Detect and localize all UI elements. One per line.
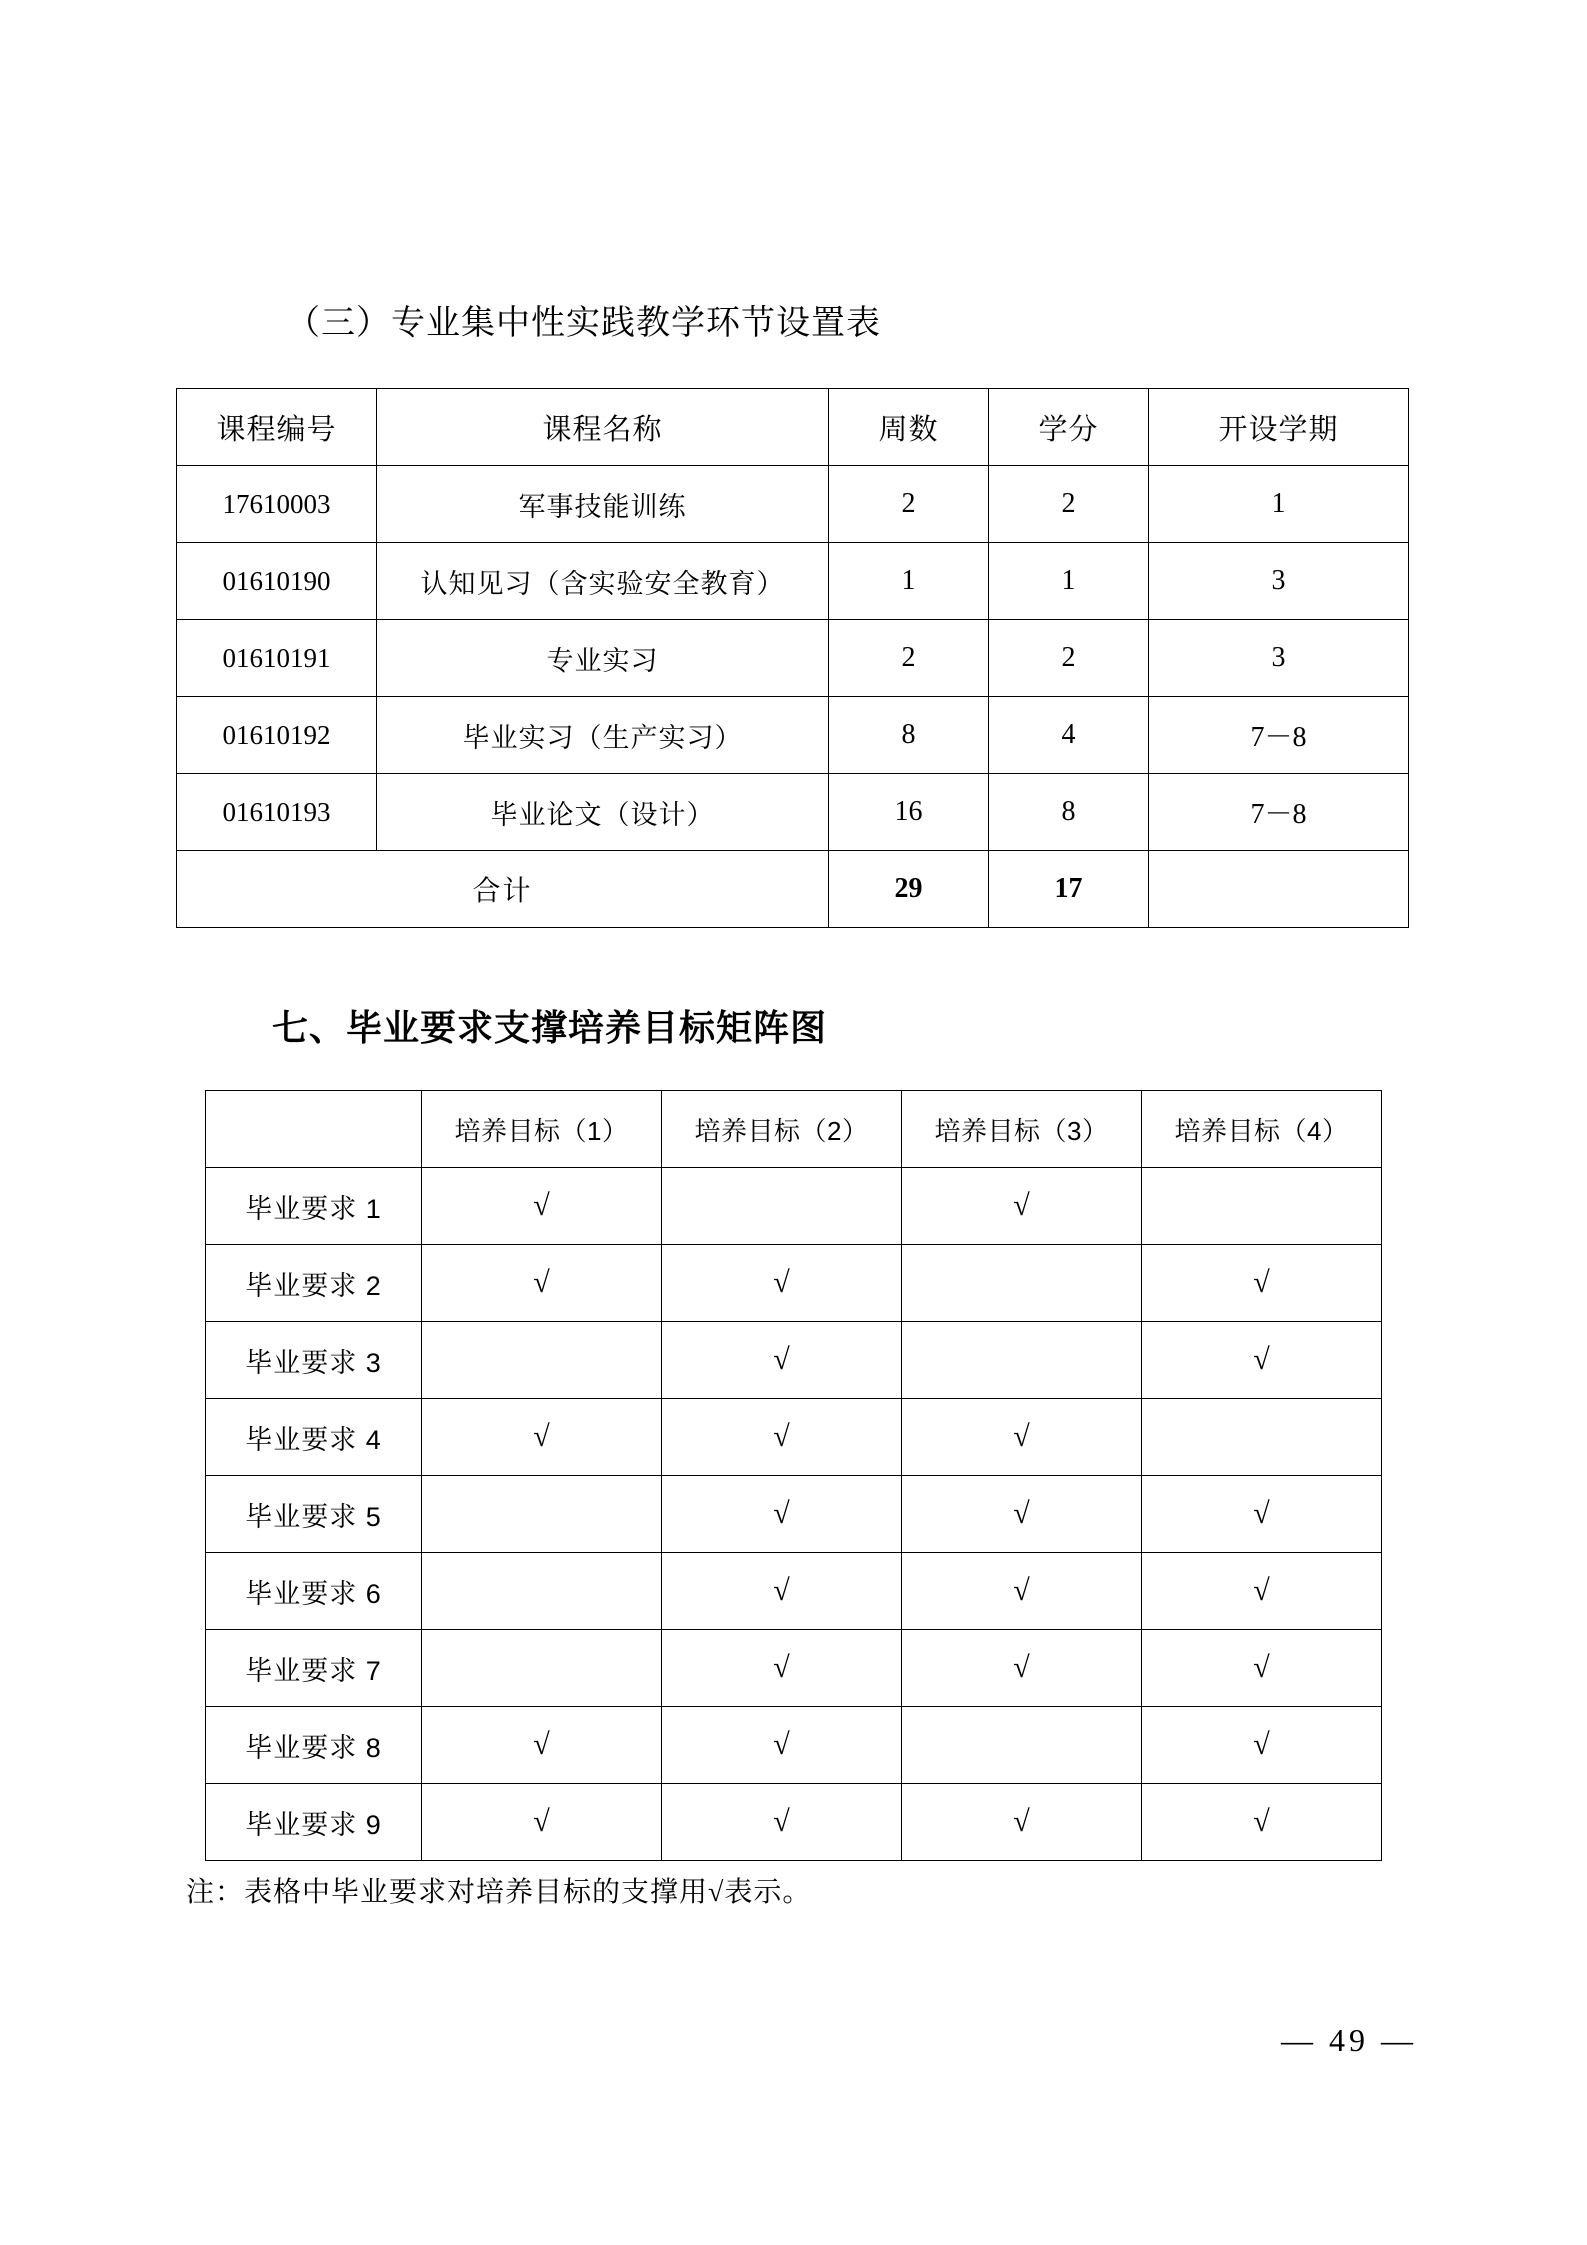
matrix-cell <box>422 1476 662 1553</box>
matrix-cell: √ <box>422 1399 662 1476</box>
course-credits: 2 <box>989 466 1149 543</box>
matrix-row-label: 毕业要求 5 <box>206 1476 422 1553</box>
column-header-weeks: 周数 <box>829 389 989 466</box>
matrix-cell: √ <box>662 1553 902 1630</box>
matrix-row-label: 毕业要求 1 <box>206 1168 422 1245</box>
course-credits: 8 <box>989 774 1149 851</box>
practice-teaching-table <box>176 388 1409 928</box>
matrix-cell <box>422 1322 662 1399</box>
course-code: 01610191 <box>177 620 377 697</box>
table-row <box>177 697 1409 774</box>
course-name: 专业实习 <box>377 620 829 697</box>
matrix-row-label: 毕业要求 6 <box>206 1553 422 1630</box>
matrix-cell: √ <box>662 1630 902 1707</box>
course-term: 7－8 <box>1149 774 1409 851</box>
course-code: 01610193 <box>177 774 377 851</box>
course-term: 1 <box>1149 466 1409 543</box>
total-credits: 17 <box>989 851 1149 928</box>
graduation-requirement-matrix-table <box>205 1090 1382 1861</box>
matrix-row-label: 毕业要求 9 <box>206 1784 422 1861</box>
matrix-cell: √ <box>422 1245 662 1322</box>
matrix-corner-cell <box>206 1091 422 1168</box>
course-name: 认知见习（含实验安全教育） <box>377 543 829 620</box>
matrix-cell: √ <box>662 1399 902 1476</box>
matrix-cell <box>422 1553 662 1630</box>
matrix-cell: √ <box>1142 1630 1382 1707</box>
course-code: 01610190 <box>177 543 377 620</box>
course-code: 17610003 <box>177 466 377 543</box>
matrix-title: 七、毕业要求支撑培养目标矩阵图 <box>272 1007 828 1048</box>
course-weeks: 1 <box>829 543 989 620</box>
matrix-cell <box>1142 1168 1382 1245</box>
matrix-cell <box>1142 1399 1382 1476</box>
matrix-cell: √ <box>662 1784 902 1861</box>
matrix-row <box>206 1553 1382 1630</box>
course-weeks: 8 <box>829 697 989 774</box>
total-weeks: 29 <box>829 851 989 928</box>
column-header-code: 课程编号 <box>177 389 377 466</box>
matrix-cell: √ <box>1142 1707 1382 1784</box>
course-weeks: 16 <box>829 774 989 851</box>
column-header-name: 课程名称 <box>377 389 829 466</box>
course-term: 3 <box>1149 543 1409 620</box>
course-credits: 2 <box>989 620 1149 697</box>
matrix-row <box>206 1784 1382 1861</box>
matrix-cell <box>902 1245 1142 1322</box>
matrix-cell: √ <box>1142 1784 1382 1861</box>
table-row <box>177 620 1409 697</box>
matrix-cell: √ <box>662 1245 902 1322</box>
column-header-credits: 学分 <box>989 389 1149 466</box>
matrix-cell: √ <box>902 1476 1142 1553</box>
table-header-row <box>177 389 1409 466</box>
table-row <box>177 543 1409 620</box>
matrix-row <box>206 1630 1382 1707</box>
matrix-column-header-goal-1: 培养目标（1） <box>422 1091 662 1168</box>
page-number: — 49 — <box>1281 2022 1417 2058</box>
matrix-cell: √ <box>902 1399 1142 1476</box>
matrix-row <box>206 1322 1382 1399</box>
matrix-cell: √ <box>662 1707 902 1784</box>
total-term <box>1149 851 1409 928</box>
matrix-cell: √ <box>1142 1476 1382 1553</box>
matrix-row-label: 毕业要求 4 <box>206 1399 422 1476</box>
table-row <box>177 774 1409 851</box>
matrix-cell <box>422 1630 662 1707</box>
matrix-cell <box>662 1168 902 1245</box>
matrix-column-header-goal-4: 培养目标（4） <box>1142 1091 1382 1168</box>
matrix-header-row <box>206 1091 1382 1168</box>
column-header-term: 开设学期 <box>1149 389 1409 466</box>
course-credits: 4 <box>989 697 1149 774</box>
table-note: 注：表格中毕业要求对培养目标的支撑用√表示。 <box>186 1877 812 1908</box>
matrix-cell: √ <box>1142 1322 1382 1399</box>
matrix-row <box>206 1476 1382 1553</box>
table-row <box>177 466 1409 543</box>
matrix-row <box>206 1168 1382 1245</box>
matrix-cell: √ <box>662 1322 902 1399</box>
matrix-cell: √ <box>1142 1553 1382 1630</box>
matrix-row-label: 毕业要求 2 <box>206 1245 422 1322</box>
matrix-cell <box>902 1322 1142 1399</box>
course-code: 01610192 <box>177 697 377 774</box>
matrix-cell: √ <box>902 1630 1142 1707</box>
matrix-row-label: 毕业要求 3 <box>206 1322 422 1399</box>
matrix-row-label: 毕业要求 8 <box>206 1707 422 1784</box>
table-total-row <box>177 851 1409 928</box>
matrix-cell <box>902 1707 1142 1784</box>
course-weeks: 2 <box>829 466 989 543</box>
matrix-column-header-goal-3: 培养目标（3） <box>902 1091 1142 1168</box>
matrix-cell: √ <box>662 1476 902 1553</box>
matrix-cell: √ <box>1142 1245 1382 1322</box>
matrix-cell: √ <box>902 1168 1142 1245</box>
matrix-row <box>206 1707 1382 1784</box>
matrix-cell: √ <box>422 1784 662 1861</box>
course-name: 军事技能训练 <box>377 466 829 543</box>
matrix-cell: √ <box>902 1553 1142 1630</box>
matrix-cell: √ <box>422 1168 662 1245</box>
course-credits: 1 <box>989 543 1149 620</box>
course-name: 毕业论文（设计） <box>377 774 829 851</box>
matrix-column-header-goal-2: 培养目标（2） <box>662 1091 902 1168</box>
matrix-row <box>206 1399 1382 1476</box>
course-term: 3 <box>1149 620 1409 697</box>
practice-table-title: （三）专业集中性实践教学环节设置表 <box>286 305 881 342</box>
course-name: 毕业实习（生产实习） <box>377 697 829 774</box>
matrix-cell: √ <box>902 1784 1142 1861</box>
matrix-cell: √ <box>422 1707 662 1784</box>
course-weeks: 2 <box>829 620 989 697</box>
matrix-row <box>206 1245 1382 1322</box>
matrix-row-label: 毕业要求 7 <box>206 1630 422 1707</box>
total-label: 合计 <box>177 851 829 928</box>
course-term: 7－8 <box>1149 697 1409 774</box>
